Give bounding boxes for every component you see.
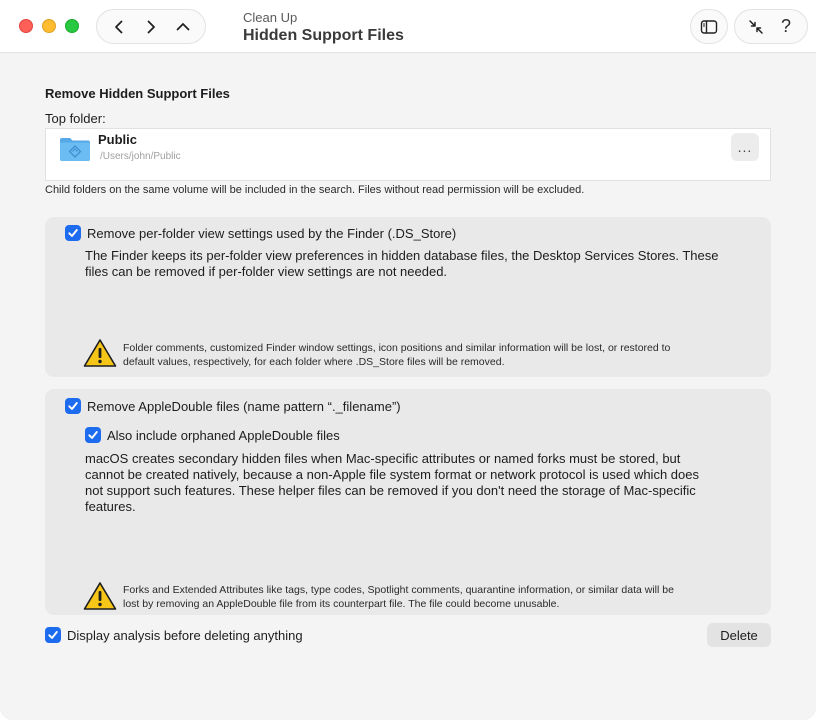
title-area (243, 10, 404, 46)
chevron-left-icon (111, 19, 127, 35)
ds-store-checkbox[interactable] (65, 225, 81, 241)
folder-name: Public (98, 132, 138, 147)
chevron-up-icon (175, 19, 191, 35)
orphaned-appledouble-checkbox-label[interactable]: Also include orphaned AppleDouble files (107, 428, 340, 443)
choose-folder-button[interactable]: ... (731, 133, 759, 161)
close-window-button[interactable] (19, 19, 33, 33)
warning-icon (83, 338, 117, 368)
toggle-sidebar-button[interactable] (690, 9, 728, 44)
checkmark-icon (87, 429, 99, 441)
collapse-button[interactable] (742, 13, 770, 41)
child-folders-note: Child folders on the same volume will be included in the search. Files without read permission will be excluded. (45, 184, 585, 196)
help-button[interactable] (772, 13, 800, 41)
minimize-window-button[interactable] (42, 19, 56, 33)
help-icon: ? (780, 16, 791, 36)
section-title: Remove Hidden Support Files (45, 86, 230, 101)
top-folder-label: Top folder: (45, 111, 106, 126)
checkmark-icon (67, 400, 79, 412)
delete-button[interactable]: Delete (707, 623, 771, 647)
up-button[interactable] (169, 13, 197, 41)
appledouble-warning-line1: Forks and Extended Attributes like tags, type codes, Spotlight comments, quarantine information, or similar data will be (123, 584, 674, 596)
folder-icon (59, 136, 91, 162)
checkmark-icon (67, 227, 79, 239)
chevron-right-icon (143, 19, 159, 35)
display-analysis-label[interactable]: Display analysis before deleting anything (67, 628, 303, 643)
ds-store-panel (45, 217, 771, 377)
appledouble-checkbox[interactable] (65, 398, 81, 414)
ds-store-warning-line2: default values, respectively, for each folder where .DS_Store files will be removed. (123, 356, 505, 368)
ds-store-checkbox-label[interactable]: Remove per-folder view settings used by the Finder (.DS_Store) (87, 226, 457, 241)
ds-store-description-line1: The Finder keeps its per-folder view preferences in hidden database files, the Desktop Services Stores. These (85, 248, 719, 263)
window-subtitle: Clean Up (243, 10, 298, 25)
appledouble-description-line1: macOS creates secondary hidden files when Mac-specific attributes or named forks must be stored, but (85, 451, 681, 466)
warning-icon (83, 581, 117, 611)
display-analysis-checkbox[interactable] (45, 627, 61, 643)
window-title: Hidden Support Files (243, 27, 404, 44)
forward-button[interactable] (137, 13, 165, 41)
appledouble-checkbox-label[interactable]: Remove AppleDouble files (name pattern “._filename”) (87, 399, 401, 414)
appledouble-description-line3: not support such features. These helper files can be removed if you don't need the storage of Mac-specific (85, 483, 696, 498)
appledouble-description-line2: cannot be created natively, because a non-Apple file system format or network protocol is used which does (85, 467, 699, 482)
checkmark-icon (47, 629, 59, 641)
orphaned-appledouble-checkbox[interactable] (85, 427, 101, 443)
appledouble-panel (45, 389, 771, 615)
back-button[interactable] (105, 13, 133, 41)
appledouble-description-line4: features. (85, 499, 136, 514)
titlebar (0, 0, 816, 53)
top-folder-field[interactable] (45, 128, 771, 181)
appledouble-warning-line2: lost by removing an AppleDouble file from its counterpart file. The file could become unusable. (123, 598, 560, 610)
folder-path: /Users/john/Public (100, 151, 181, 162)
ds-store-description-line2: files can be removed if per-folder view settings are not needed. (85, 264, 448, 279)
arrows-collapse-icon (747, 18, 765, 36)
navigation-group (96, 9, 206, 44)
sidebar-icon (700, 18, 718, 36)
toolbar-right-group (734, 9, 808, 44)
zoom-window-button[interactable] (65, 19, 79, 33)
ds-store-warning-line1: Folder comments, customized Finder window settings, icon positions and similar information will be lost, or restored to (123, 342, 671, 354)
